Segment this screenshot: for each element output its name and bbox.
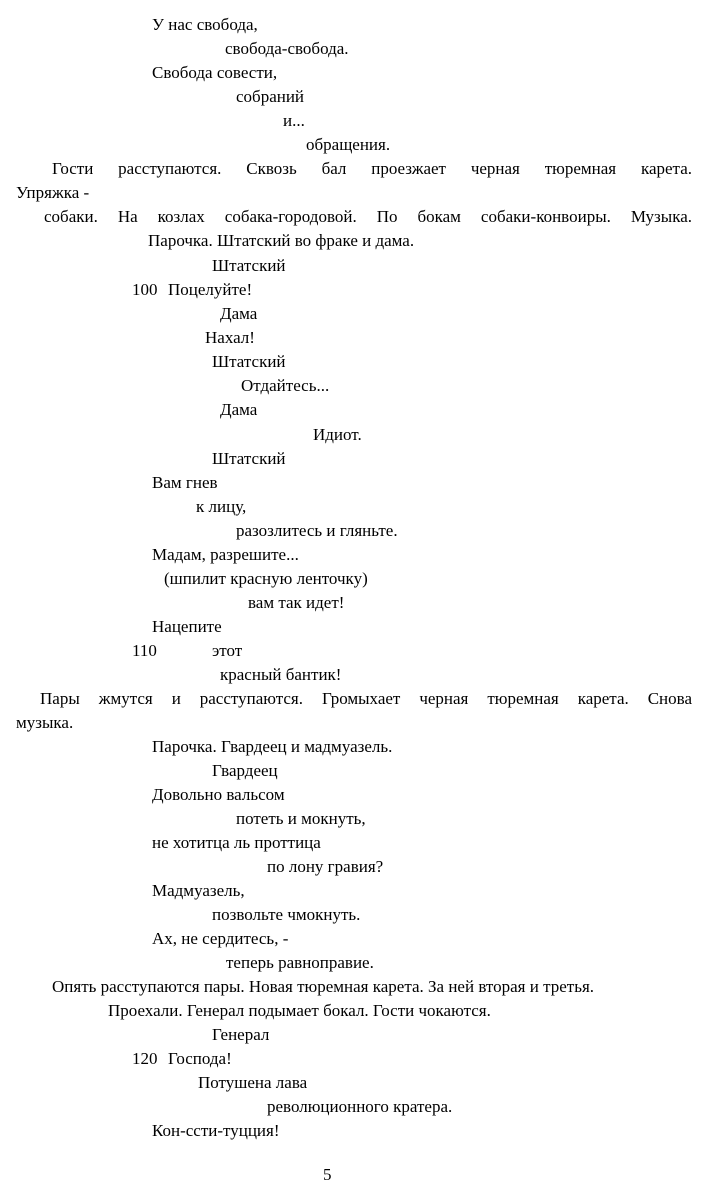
verse-line: революционного кратера.	[267, 1097, 453, 1116]
speaker-name: Дама	[220, 400, 258, 419]
stage-direction: собаки. На козлах собака-городовой. По бокам собаки-конвоиры. Музыка.	[44, 207, 692, 226]
verse-line: этот	[212, 641, 243, 660]
line-number: 110	[132, 641, 157, 660]
verse-line: Мадам, разрешите...	[152, 545, 299, 564]
verse-line: Идиот.	[313, 425, 362, 444]
stage-direction: музыка.	[16, 713, 74, 732]
verse-line: красный бантик!	[220, 665, 342, 684]
stage-direction: Упряжка -	[16, 183, 90, 202]
verse-line: Потушена лава	[198, 1073, 308, 1092]
verse-line: Кон-ссти-туцция!	[152, 1121, 280, 1140]
verse-line: Мадмуазель,	[152, 881, 245, 900]
speaker-name: Штатский	[212, 449, 286, 468]
verse-line: к лицу,	[196, 497, 247, 516]
verse-line: Ах, не сердитесь, -	[152, 929, 289, 948]
verse-line: позвольте чмокнуть.	[212, 905, 361, 924]
verse-line: (шпилит красную ленточку)	[164, 569, 368, 588]
verse-line: Довольно вальсом	[152, 785, 285, 804]
page-number: 5	[323, 1165, 332, 1184]
speaker-name: Гвардеец	[212, 761, 278, 780]
verse-line: собраний	[236, 87, 305, 106]
stage-direction: Парочка. Гвардеец и мадмуазель.	[152, 737, 393, 756]
line-number: 100	[132, 280, 158, 299]
verse-line: потеть и мокнуть,	[236, 809, 366, 828]
verse-line: и...	[283, 111, 305, 130]
stage-direction: Гости расступаются. Сквозь бал проезжает черная тюремная карета.	[52, 159, 692, 178]
verse-line: по лону гравия?	[267, 857, 384, 876]
verse-line: Господа!	[168, 1049, 232, 1068]
speaker-name: Штатский	[212, 352, 286, 371]
stage-direction: Опять расступаются пары. Новая тюремная карета. За ней вторая и третья.	[52, 977, 595, 996]
verse-line: Нацепите	[152, 617, 222, 636]
verse-line: Свобода совести,	[152, 63, 278, 82]
verse-line: Отдайтесь...	[241, 376, 330, 395]
stage-direction: Проехали. Генерал подымает бокал. Гости чокаются.	[108, 1001, 491, 1020]
stage-direction: Пары жмутся и расступаются. Громыхает черная тюремная карета. Снова	[40, 689, 692, 708]
verse-line: У нас свобода,	[152, 15, 258, 34]
verse-line: Нахал!	[205, 328, 255, 347]
verse-line: свобода-свобода.	[225, 39, 349, 58]
verse-line: Поцелуйте!	[168, 280, 253, 299]
verse-line: теперь равноправие.	[226, 953, 374, 972]
stage-direction: Парочка. Штатский во фраке и дама.	[148, 231, 415, 250]
verse-line: Вам гнев	[152, 473, 218, 492]
verse-line: разозлитесь и гляньте.	[236, 521, 398, 540]
speaker-name: Генерал	[212, 1025, 270, 1044]
verse-line: обращения.	[306, 135, 391, 154]
speaker-name: Штатский	[212, 256, 286, 275]
verse-line: не хотитца ль проттица	[152, 833, 321, 852]
line-number: 120	[132, 1049, 158, 1068]
verse-line: вам так идет!	[248, 593, 345, 612]
speaker-name: Дама	[220, 304, 258, 323]
